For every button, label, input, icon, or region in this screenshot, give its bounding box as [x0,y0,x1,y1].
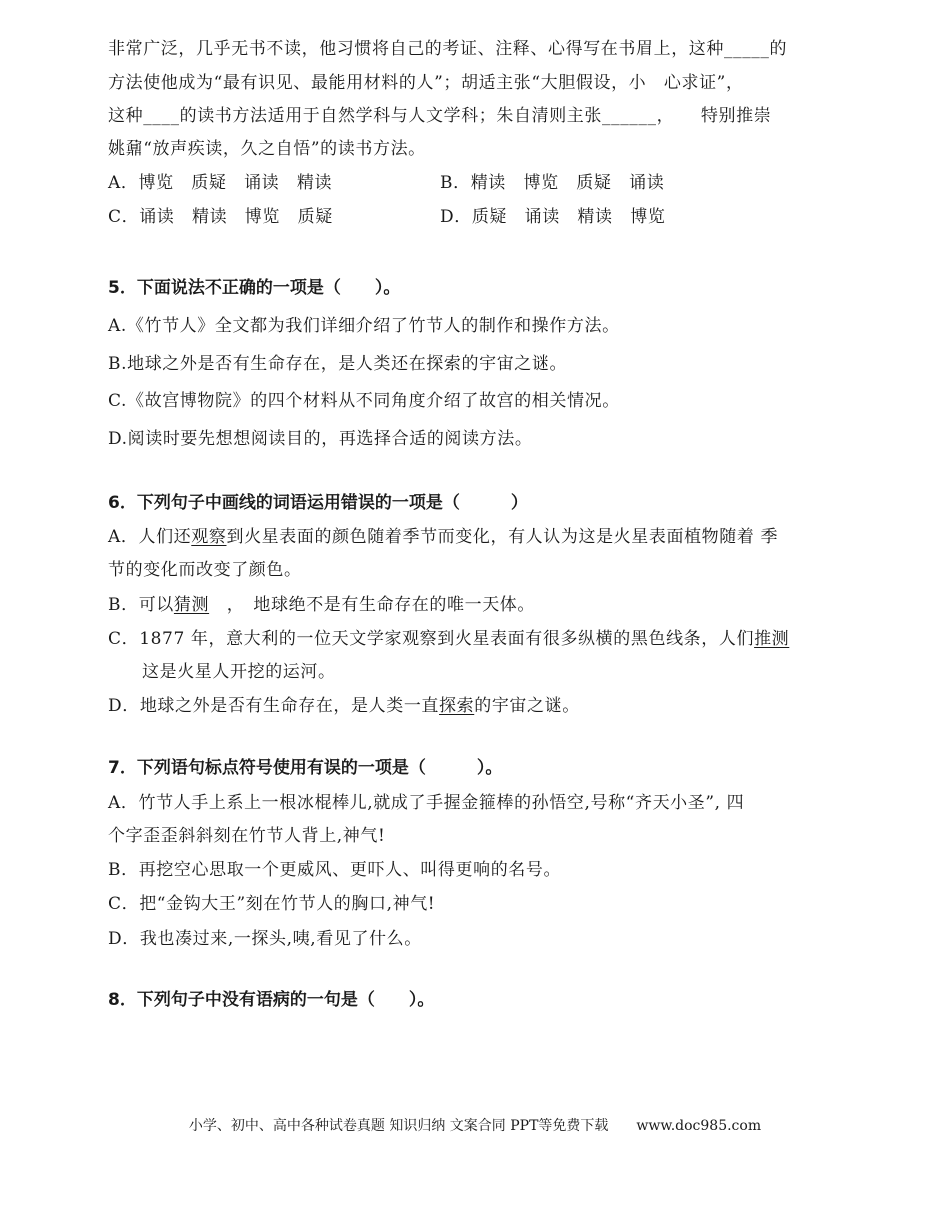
q8-title: 8．下列句子中没有语病的一句是（ ）。 [108,990,435,1010]
q7-option-a: A．竹节人手上系上一根冰棍棒儿,就成了手握金箍棒的孙悟空,号称“齐天小圣”, 四 [108,793,745,813]
q6-b-text-continued: ， 地球绝不是有生命存在的唯一天体。 [209,595,536,615]
q6-c-underlined-word: 推测 [754,629,790,649]
q4-passage-line-1: 非常广泛，几乎无书不读，他习惯将自己的考证、注释、心得写在书眉上，这种_____的 [108,39,788,59]
q7-title: 7．下列语句标点符号使用有误的一项是（ ）。 [108,758,503,778]
q4-option-a: A．博览 质疑 诵读 精读 [108,173,333,193]
q5-title: 5．下面说法不正确的一项是（ ）。 [108,278,401,298]
q7-option-c: C．把“金钩大王”刻在竹节人的胸口,神气! [108,894,436,914]
q6-option-a [108,525,778,549]
q6-option-c-line-2: 这是火星人开挖的运河。 [142,662,336,682]
q6-option-d [108,694,580,718]
q6-d-text-continued: 的宇宙之谜。 [474,696,580,716]
q4-option-d: D．质疑 诵读 精读 博览 [440,207,666,227]
q6-option-b [108,593,535,617]
q6-a-underlined-word: 观察 [191,527,227,547]
q4-option-c: C．诵读 精读 博览 质疑 [108,207,333,227]
page-footer: 小学、初中、高中各种试卷真题 知识归纳 文案合同 PPT等免费下载 www.doc985.com [188,1118,762,1134]
q7-option-a-line-2: 个字歪歪斜斜刻在竹节人背上,神气! [108,826,386,846]
q5-option-c: C.《故宫博物院》的四个材料从不同角度介绍了故宫的相关情况。 [108,391,620,411]
q5-option-a: A.《竹节人》全文都为我们详细介绍了竹节人的制作和操作方法。 [108,316,620,336]
q4-passage-line-2: 方法使他成为“最有识见、最能用材料的人”；胡适主张“大胆假设，小 心求证”， [108,73,744,93]
q6-c-text: C．1877 年，意大利的一位天文学家观察到火星表面有很多纵横的黑色线条，人们 [108,629,755,649]
q7-option-b: B．再挖空心思取一个更威风、更吓人、叫得更响的名号。 [108,860,562,880]
q6-a-text-continued: 到火星表面的颜色随着季节而变化，有人认为这是火星表面植物随着 季 [226,527,779,547]
q5-option-d: D.阅读时要先想想阅读目的，再选择合适的阅读方法。 [108,429,533,449]
q4-passage-line-3: 这种____的读书方法适用于自然学科与人文学科；朱自清则主张______， 特别推崇 [108,106,772,126]
q6-b-underlined-word: 猜测 [173,595,210,615]
q7-option-d: D．我也凑过来,一探头,咦,看见了什么。 [108,929,422,949]
q6-b-text: B．可以 [108,595,174,615]
q6-d-text: D．地球之外是否有生命存在，是人类一直 [108,696,440,716]
q4-passage-line-4: 姚鼐“放声疾读，久之自悟”的读书方法。 [108,139,426,159]
q5-option-b: B.地球之外是否有生命存在，是人类还在探索的宇宙之谜。 [108,354,568,374]
q6-a-text: A．人们还 [108,527,192,547]
q6-option-a-line-2: 节的变化而改变了颜色。 [108,560,302,580]
q6-title: 6．下列句子中画线的词语运用错误的一项是（ ） [108,493,528,513]
q6-option-c [108,627,789,651]
q4-option-b: B．精读 博览 质疑 诵读 [440,173,665,193]
q6-d-underlined-word: 探索 [439,696,475,716]
